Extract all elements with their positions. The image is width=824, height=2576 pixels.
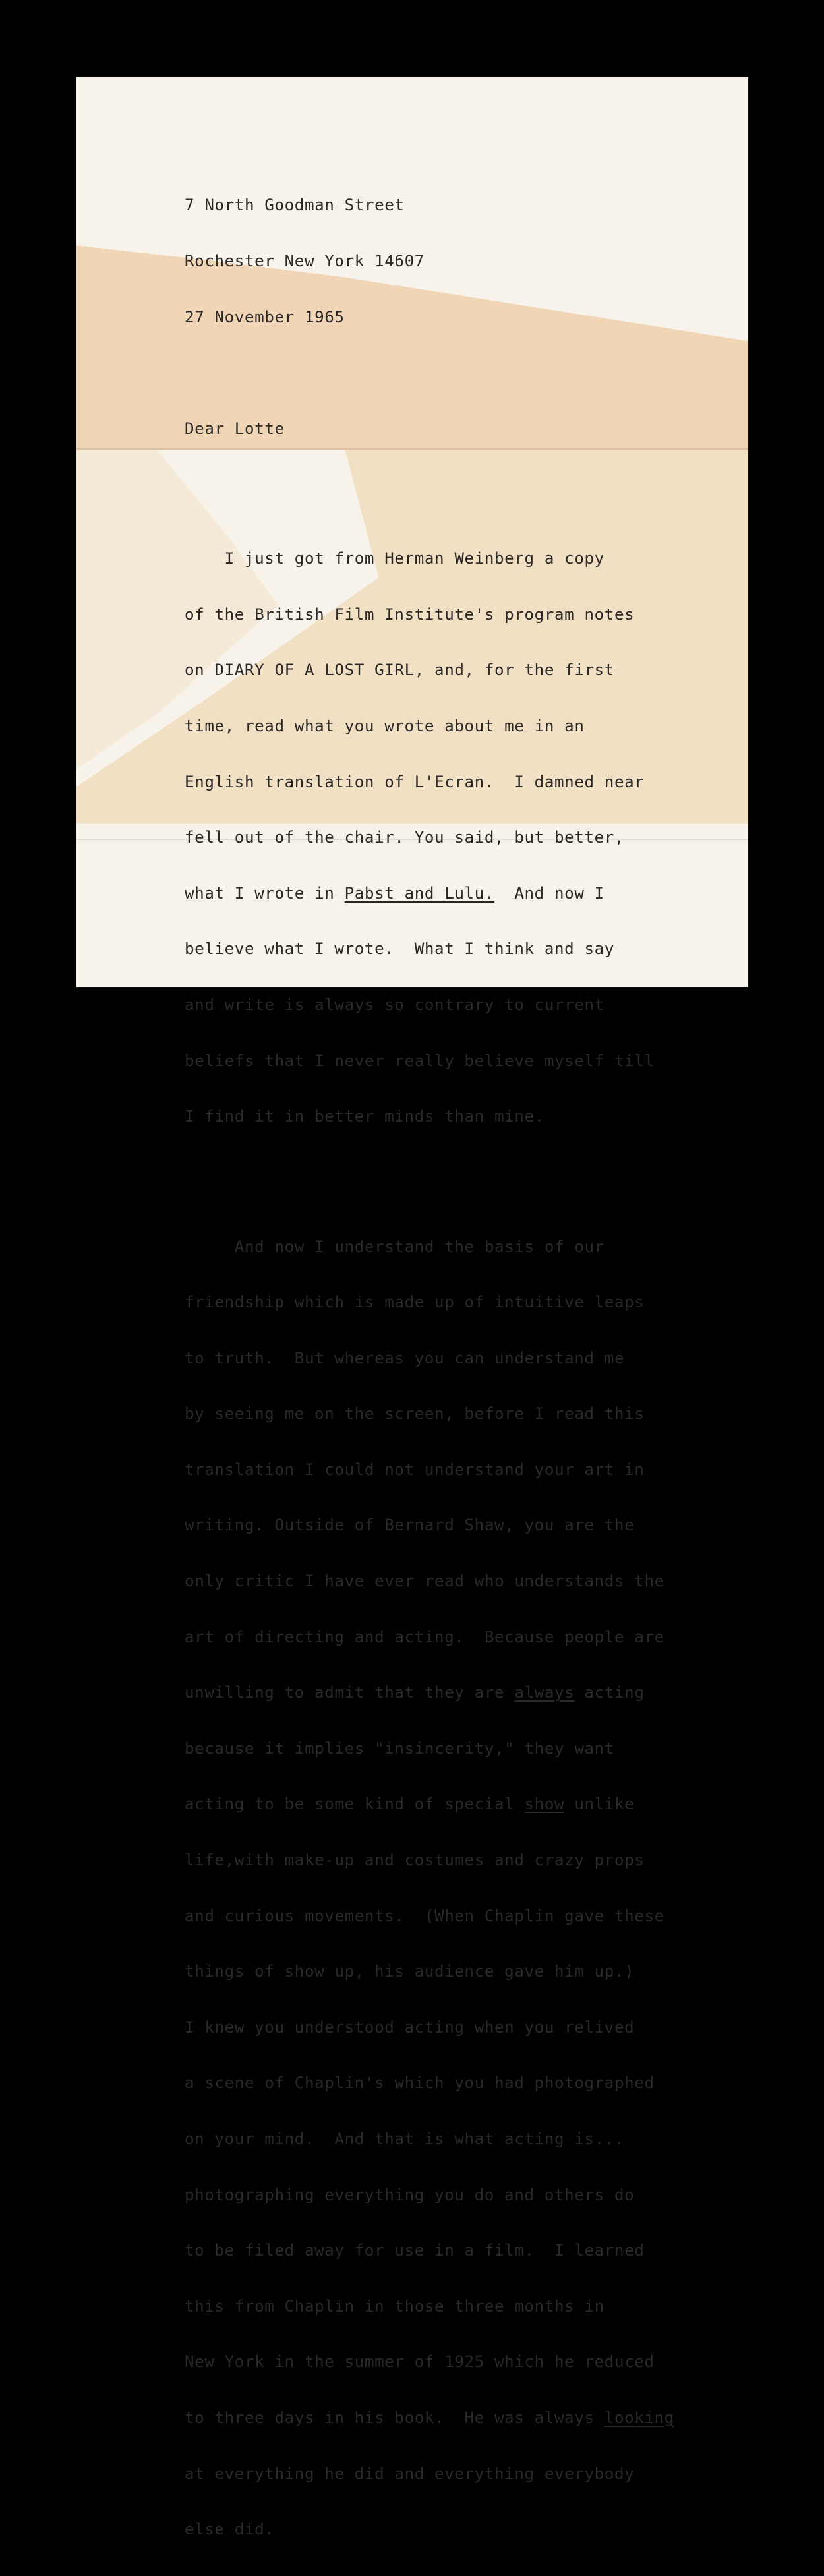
p2-line: art of directing and acting. Because people are <box>185 1627 664 1646</box>
p2-line: New York in the summer of 1925 which he reduced <box>185 2352 655 2372</box>
p1-line: time, read what you wrote about me in an <box>185 716 585 735</box>
underlined-word: always <box>514 1683 575 1702</box>
p1-line: and write is always so contrary to current <box>185 995 604 1014</box>
p2-line <box>185 1795 745 1813</box>
p2-line: at everything he did and everything everybody <box>185 2464 635 2483</box>
salutation: Dear Lotte <box>185 419 285 438</box>
p2-line: And now I understand the basis of our <box>185 1237 604 1256</box>
p1-line: I find it in better minds than mine. <box>185 1107 544 1126</box>
book-title-underlined: Pabst and Lulu. <box>344 884 495 903</box>
p2-line: to be filed away for use in a film. I learned <box>185 2241 645 2260</box>
p2-text: acting to be some kind of special <box>185 1795 525 1814</box>
p2-line: and curious movements. (When Chaplin gave these <box>185 1906 664 1925</box>
letter-body <box>185 159 745 2576</box>
p1-line: English translation of L'Ecran. I damned near <box>185 772 645 791</box>
underlined-word: looking <box>604 2408 674 2427</box>
address-line-1: 7 North Goodman Street <box>185 196 405 215</box>
p2-line: else did. <box>185 2520 275 2539</box>
p2-line: by seeing me on the screen, before I read this <box>185 1404 645 1423</box>
p2-line: translation I could not understand your art in <box>185 1460 645 1479</box>
p2-line: life,with make-up and costumes and crazy props <box>185 1851 645 1870</box>
underlined-word: show <box>524 1795 565 1814</box>
p2-text: to three days in his book. He was always <box>185 2408 604 2427</box>
p1-text: what I wrote in <box>185 884 345 903</box>
p2-line: only critic I have ever read who understands the <box>185 1572 664 1591</box>
p2-text: acting <box>574 1683 645 1702</box>
p1-line: fell out of the chair. You said, but better, <box>185 828 625 847</box>
p2-line <box>185 1683 745 1702</box>
p2-line: writing. Outside of Bernard Shaw, you are the <box>185 1516 635 1535</box>
spacer <box>185 363 745 382</box>
p2-line <box>185 2409 745 2427</box>
p1-line: of the British Film Institute's program notes <box>185 605 635 624</box>
p2-line: friendship which is made up of intuitive leaps <box>185 1293 645 1312</box>
p2-line: a scene of Chaplin's which you had photographed <box>185 2074 655 2093</box>
p2-line: because it implies "insincerity," they want <box>185 1739 614 1758</box>
p1-line: beliefs that I never really believe myself till <box>185 1051 655 1070</box>
p2-line: things of show up, his audience gave him up.) <box>185 1962 635 1981</box>
spacer <box>185 475 745 493</box>
letter-sheet <box>76 77 748 2539</box>
p1-line: believe what I wrote. What I think and say <box>185 940 614 959</box>
p2-line: this from Chaplin in those three months in <box>185 2296 604 2316</box>
p2-line: on your mind. And that is what acting is... <box>185 2130 625 2148</box>
letter-date: 27 November 1965 <box>185 307 345 326</box>
p2-line: photographing everything you do and others do <box>185 2185 635 2204</box>
p2-text: unwilling to admit that they are <box>185 1683 515 1702</box>
p2-line: I knew you understood acting when you relived <box>185 2018 635 2037</box>
p1-line: on DIARY OF A LOST GIRL, and, for the first <box>185 661 614 680</box>
p1-text: And now I <box>494 884 604 903</box>
p2-line: to truth. But whereas you can understand me <box>185 1348 625 1367</box>
spacer <box>185 1163 745 1182</box>
p1-line <box>185 884 745 903</box>
address-line-2: Rochester New York 14607 <box>185 252 425 270</box>
p2-text: unlike <box>564 1795 635 1814</box>
p1-line: I just got from Herman Weinberg a copy <box>185 549 604 568</box>
